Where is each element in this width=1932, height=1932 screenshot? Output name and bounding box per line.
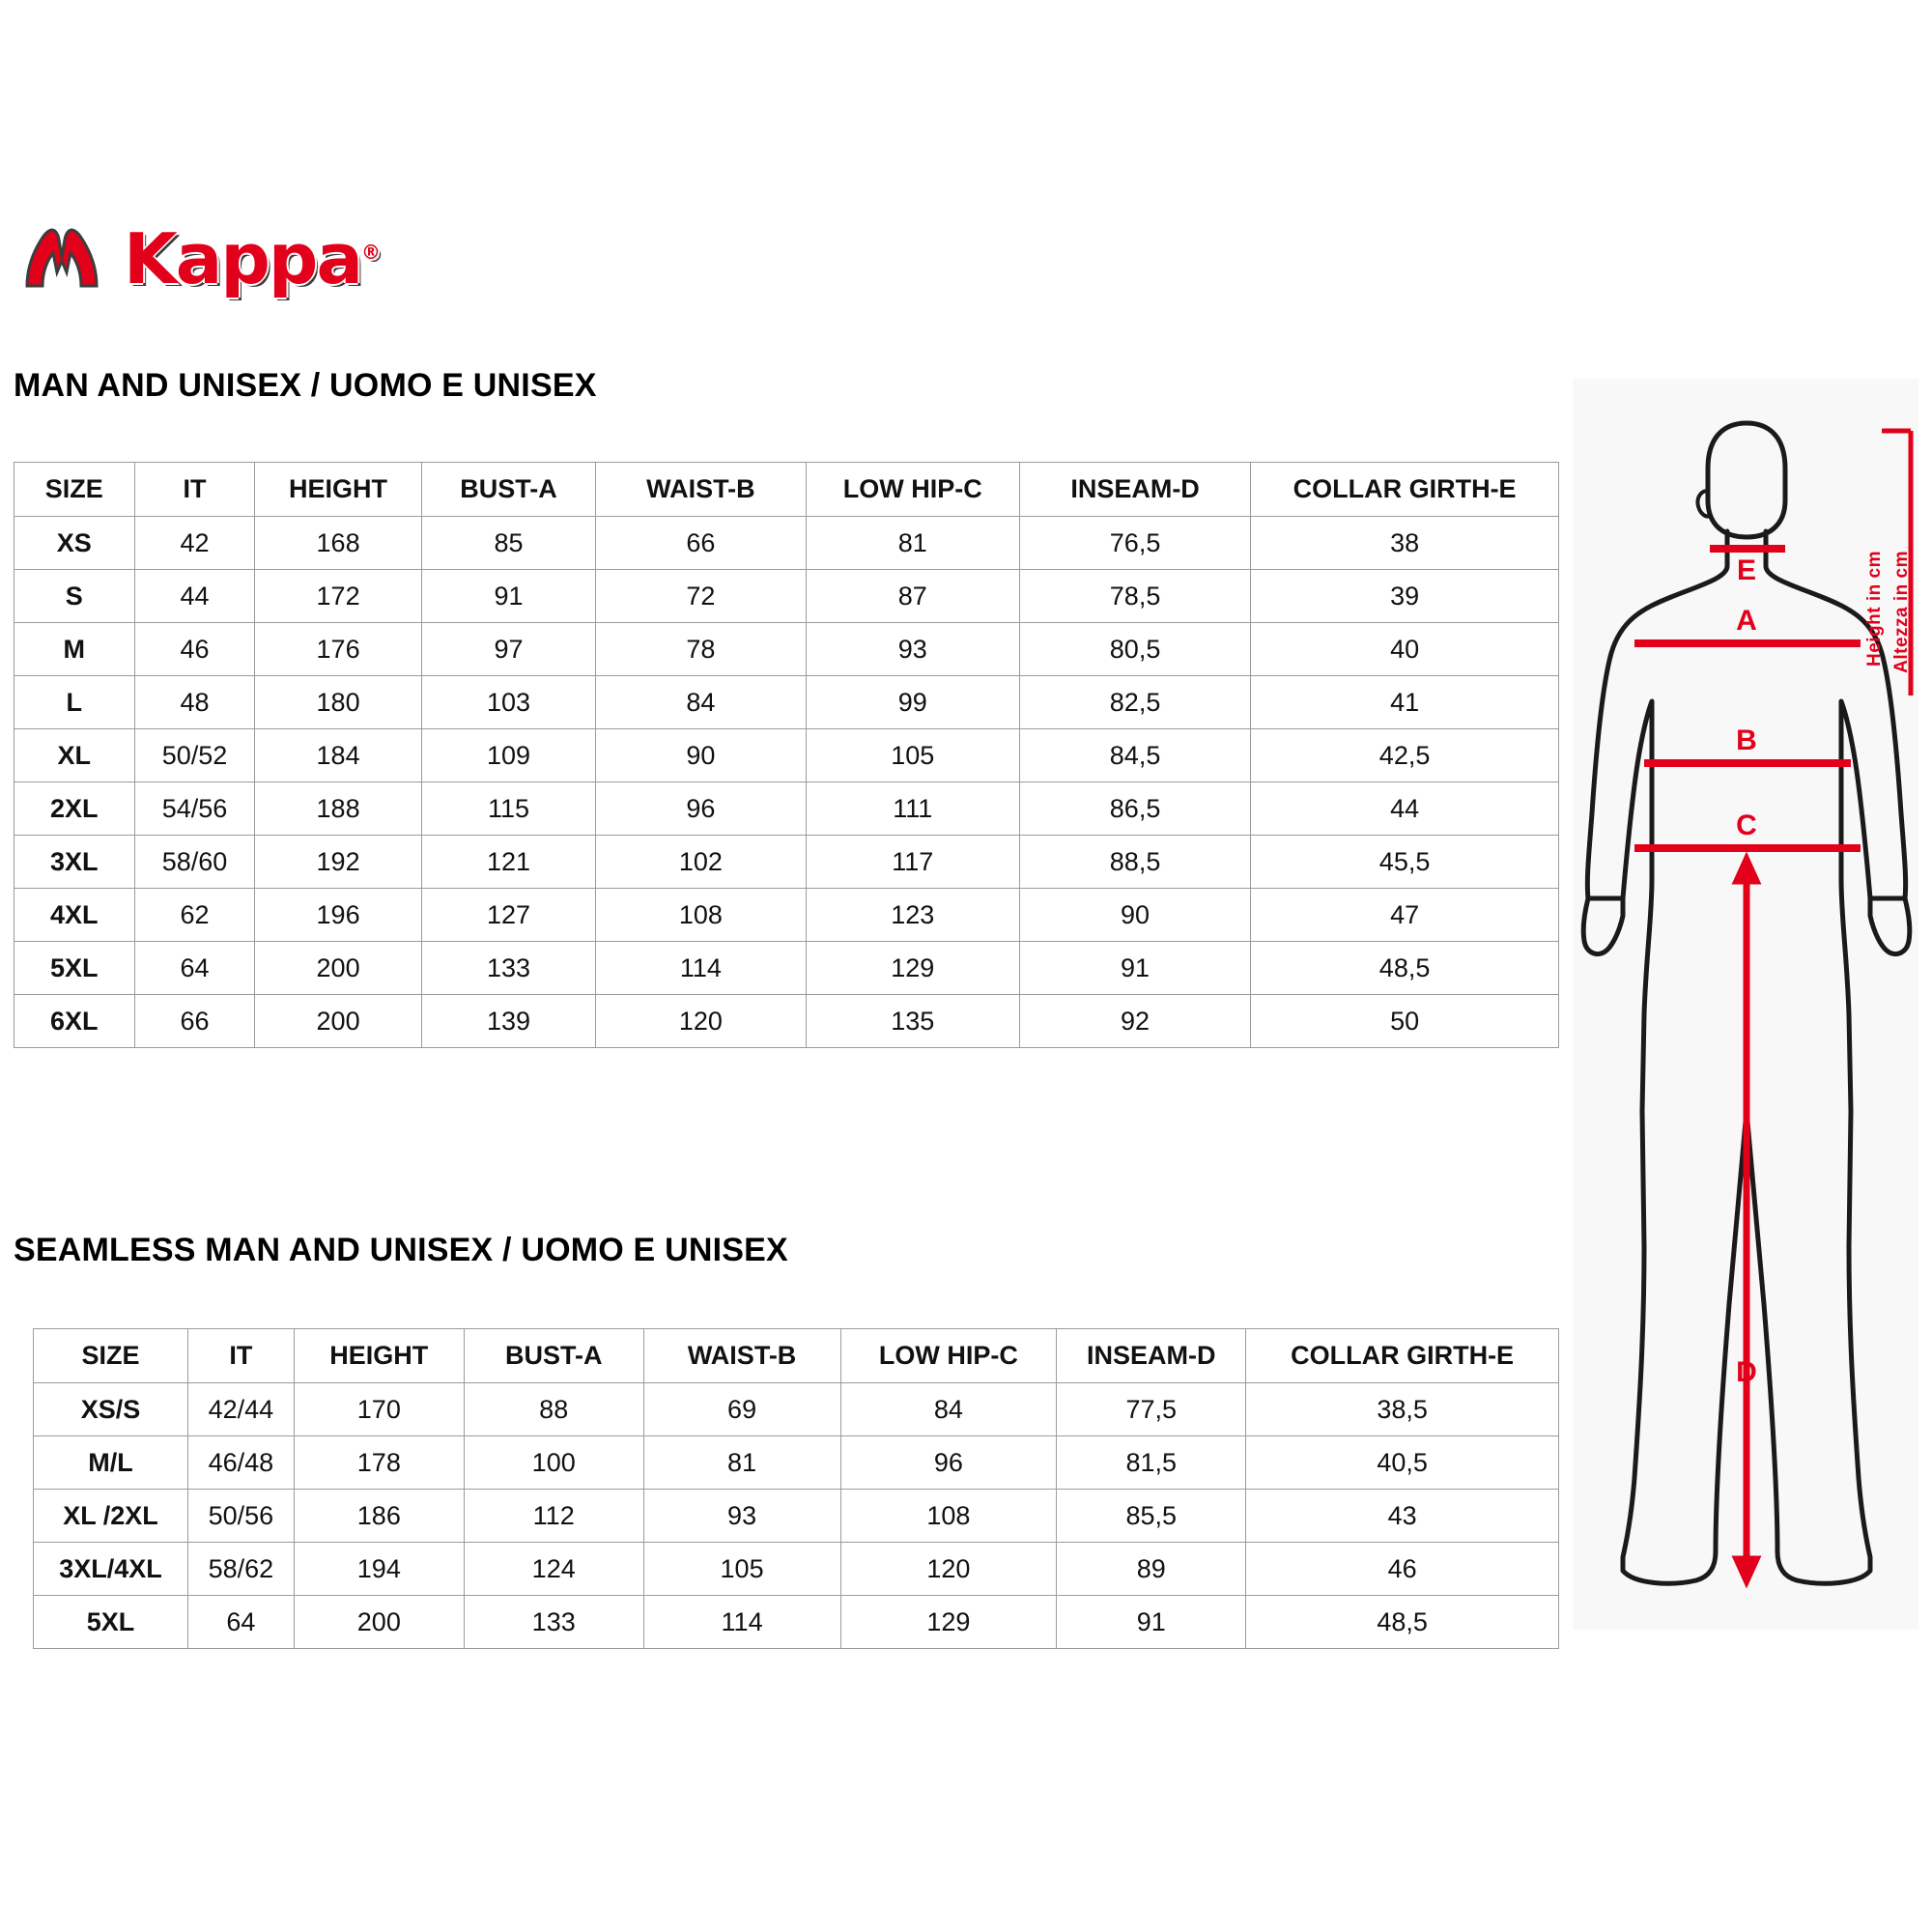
cell-low-hip: 108 [840, 1490, 1057, 1543]
svg-text:A: A [1736, 605, 1757, 637]
cell-waist: 96 [596, 782, 806, 836]
cell-inseam: 81,5 [1057, 1436, 1246, 1490]
cell-low-hip: 111 [806, 782, 1019, 836]
col-header-height: HEIGHT [294, 1329, 464, 1383]
col-header-size: SIZE [14, 463, 135, 517]
cell-it: 54/56 [134, 782, 255, 836]
cell-bust: 103 [421, 676, 596, 729]
cell-waist: 90 [596, 729, 806, 782]
cell-collar: 48,5 [1251, 942, 1559, 995]
cell-inseam: 84,5 [1019, 729, 1250, 782]
cell-it: 44 [134, 570, 255, 623]
cell-size: XL /2XL [34, 1490, 188, 1543]
cell-size: L [14, 676, 135, 729]
col-header-collar-girth: COLLAR GIRTH-E [1251, 463, 1559, 517]
table-row [14, 995, 1559, 1048]
cell-waist: 78 [596, 623, 806, 676]
col-header-waist: WAIST-B [643, 1329, 840, 1383]
cell-height: 178 [294, 1436, 464, 1490]
cell-it: 64 [134, 942, 255, 995]
cell-size: XL [14, 729, 135, 782]
table-row [14, 782, 1559, 836]
cell-it: 58/60 [134, 836, 255, 889]
cell-bust: 97 [421, 623, 596, 676]
cell-waist: 114 [643, 1596, 840, 1649]
cell-low-hip: 87 [806, 570, 1019, 623]
cell-bust: 88 [464, 1383, 643, 1436]
cell-inseam: 82,5 [1019, 676, 1250, 729]
cell-size: 4XL [14, 889, 135, 942]
table-row [34, 1383, 1559, 1436]
cell-inseam: 85,5 [1057, 1490, 1246, 1543]
cell-bust: 133 [421, 942, 596, 995]
cell-inseam: 91 [1019, 942, 1250, 995]
svg-text:B: B [1736, 724, 1757, 756]
cell-bust: 109 [421, 729, 596, 782]
cell-size: XS/S [34, 1383, 188, 1436]
cell-height: 200 [255, 995, 421, 1048]
cell-size: S [14, 570, 135, 623]
cell-collar: 47 [1251, 889, 1559, 942]
cell-inseam: 91 [1057, 1596, 1246, 1649]
cell-bust: 124 [464, 1543, 643, 1596]
svg-text:D: D [1736, 1356, 1757, 1388]
cell-height: 168 [255, 517, 421, 570]
cell-it: 50/56 [187, 1490, 294, 1543]
cell-collar: 40 [1251, 623, 1559, 676]
cell-bust: 133 [464, 1596, 643, 1649]
cell-it: 58/62 [187, 1543, 294, 1596]
cell-low-hip: 84 [840, 1383, 1057, 1436]
cell-low-hip: 81 [806, 517, 1019, 570]
table-row [34, 1543, 1559, 1596]
cell-low-hip: 99 [806, 676, 1019, 729]
cell-inseam: 89 [1057, 1543, 1246, 1596]
cell-size: 5XL [34, 1596, 188, 1649]
cell-inseam: 88,5 [1019, 836, 1250, 889]
cell-inseam: 76,5 [1019, 517, 1250, 570]
cell-height: 194 [294, 1543, 464, 1596]
table-row [14, 942, 1559, 995]
cell-waist: 120 [596, 995, 806, 1048]
cell-low-hip: 129 [806, 942, 1019, 995]
cell-waist: 69 [643, 1383, 840, 1436]
col-header-bust: BUST-A [464, 1329, 643, 1383]
svg-text:C: C [1736, 810, 1757, 841]
registered-mark: ® [361, 241, 380, 264]
cell-low-hip: 135 [806, 995, 1019, 1048]
cell-low-hip: 129 [840, 1596, 1057, 1649]
cell-it: 42 [134, 517, 255, 570]
cell-size: XS [14, 517, 135, 570]
cell-bust: 139 [421, 995, 596, 1048]
cell-waist: 93 [643, 1490, 840, 1543]
cell-height: 186 [294, 1490, 464, 1543]
cell-height: 176 [255, 623, 421, 676]
col-header-low-hip: LOW HIP-C [840, 1329, 1057, 1383]
cell-it: 48 [134, 676, 255, 729]
brand-name: Kappa® [124, 218, 380, 299]
cell-size: M [14, 623, 135, 676]
cell-waist: 108 [596, 889, 806, 942]
table-row [14, 517, 1559, 570]
brand-logo [14, 220, 516, 298]
cell-size: M/L [34, 1436, 188, 1490]
cell-waist: 114 [596, 942, 806, 995]
cell-collar: 48,5 [1246, 1596, 1559, 1649]
col-header-inseam: INSEAM-D [1057, 1329, 1246, 1383]
cell-low-hip: 96 [840, 1436, 1057, 1490]
cell-collar: 45,5 [1251, 836, 1559, 889]
table-row [34, 1490, 1559, 1543]
col-header-it: IT [134, 463, 255, 517]
cell-size: 3XL [14, 836, 135, 889]
cell-waist: 72 [596, 570, 806, 623]
table-row [34, 1596, 1559, 1649]
height-label-en: Height in cm [1864, 551, 1885, 668]
cell-height: 170 [294, 1383, 464, 1436]
cell-bust: 85 [421, 517, 596, 570]
col-header-size: SIZE [34, 1329, 188, 1383]
cell-height: 196 [255, 889, 421, 942]
table-row [14, 570, 1559, 623]
cell-collar: 46 [1246, 1543, 1559, 1596]
cell-bust: 100 [464, 1436, 643, 1490]
cell-size: 3XL/4XL [34, 1543, 188, 1596]
cell-collar: 38,5 [1246, 1383, 1559, 1436]
cell-low-hip: 123 [806, 889, 1019, 942]
cell-waist: 84 [596, 676, 806, 729]
col-header-inseam: INSEAM-D [1019, 463, 1250, 517]
cell-size: 5XL [14, 942, 135, 995]
size-table-seamless [33, 1328, 1559, 1649]
cell-height: 172 [255, 570, 421, 623]
svg-text:E: E [1736, 554, 1757, 586]
cell-collar: 42,5 [1251, 729, 1559, 782]
cell-inseam: 92 [1019, 995, 1250, 1048]
cell-height: 200 [255, 942, 421, 995]
cell-low-hip: 105 [806, 729, 1019, 782]
table-row [14, 889, 1559, 942]
cell-it: 46/48 [187, 1436, 294, 1490]
cell-height: 192 [255, 836, 421, 889]
table-row [14, 836, 1559, 889]
table-row [14, 676, 1559, 729]
cell-low-hip: 93 [806, 623, 1019, 676]
cell-it: 64 [187, 1596, 294, 1649]
kappa-omini-logo-icon [14, 222, 110, 297]
cell-collar: 44 [1251, 782, 1559, 836]
col-header-collar-girth: COLLAR GIRTH-E [1246, 1329, 1559, 1383]
cell-collar: 43 [1246, 1490, 1559, 1543]
cell-bust: 115 [421, 782, 596, 836]
cell-bust: 91 [421, 570, 596, 623]
cell-size: 2XL [14, 782, 135, 836]
cell-waist: 81 [643, 1436, 840, 1490]
section-title-man: MAN AND UNISEX / UOMO E UNISEX [14, 367, 597, 404]
cell-collar: 41 [1251, 676, 1559, 729]
cell-inseam: 77,5 [1057, 1383, 1246, 1436]
table-row [34, 1436, 1559, 1490]
cell-waist: 66 [596, 517, 806, 570]
cell-bust: 112 [464, 1490, 643, 1543]
col-header-waist: WAIST-B [596, 463, 806, 517]
height-label-it: Altezza in cm [1891, 551, 1912, 673]
cell-height: 184 [255, 729, 421, 782]
cell-waist: 102 [596, 836, 806, 889]
cell-it: 42/44 [187, 1383, 294, 1436]
cell-inseam: 90 [1019, 889, 1250, 942]
cell-collar: 39 [1251, 570, 1559, 623]
col-header-it: IT [187, 1329, 294, 1383]
cell-bust: 121 [421, 836, 596, 889]
cell-height: 188 [255, 782, 421, 836]
cell-it: 50/52 [134, 729, 255, 782]
cell-collar: 40,5 [1246, 1436, 1559, 1490]
table-header-row [34, 1329, 1559, 1383]
cell-it: 46 [134, 623, 255, 676]
cell-inseam: 80,5 [1019, 623, 1250, 676]
cell-height: 200 [294, 1596, 464, 1649]
cell-low-hip: 120 [840, 1543, 1057, 1596]
table-header-row [14, 463, 1559, 517]
col-header-low-hip: LOW HIP-C [806, 463, 1019, 517]
cell-inseam: 78,5 [1019, 570, 1250, 623]
col-header-bust: BUST-A [421, 463, 596, 517]
cell-bust: 127 [421, 889, 596, 942]
cell-it: 66 [134, 995, 255, 1048]
col-header-height: HEIGHT [255, 463, 421, 517]
cell-height: 180 [255, 676, 421, 729]
cell-collar: 50 [1251, 995, 1559, 1048]
cell-collar: 38 [1251, 517, 1559, 570]
size-table-man [14, 462, 1559, 1048]
section-title-seamless: SEAMLESS MAN AND UNISEX / UOMO E UNISEX [14, 1232, 788, 1268]
cell-low-hip: 117 [806, 836, 1019, 889]
table-row [14, 729, 1559, 782]
cell-waist: 105 [643, 1543, 840, 1596]
cell-inseam: 86,5 [1019, 782, 1250, 836]
cell-size: 6XL [14, 995, 135, 1048]
cell-it: 62 [134, 889, 255, 942]
table-row [14, 623, 1559, 676]
